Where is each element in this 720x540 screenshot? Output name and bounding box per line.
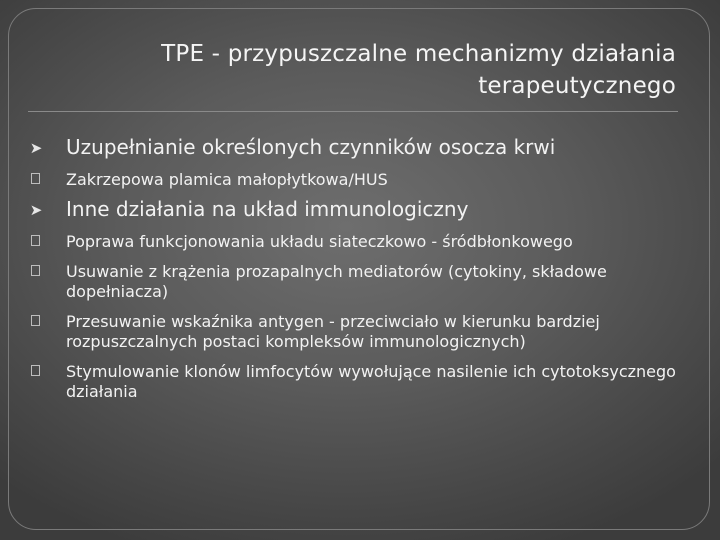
list-item-text: Inne działania na układ immunologiczny [66,197,469,221]
list-item-text: Przesuwanie wskaźnika antygen - przeciwciało w kierunku bardziej rozpuszczalnych postaci kompleksów immunologicznych) [66,312,600,351]
arrow-bullet-icon: ➤ [29,139,43,157]
slide-title-line2: terapeutycznego [478,73,676,99]
box-bullet-icon [31,265,40,276]
arrow-bullet-icon: ➤ [29,201,43,219]
list-item-text: Uzupełnianie określonych czynników osocza krwi [66,135,556,159]
slide-title-line1: TPE - przypuszczalne mechanizmy działania [161,41,676,67]
box-bullet-icon [31,365,40,376]
slide-title [76,38,676,102]
list-item [26,134,686,160]
list-item-text: Stymulowanie klonów limfocytów wywołujące nasilenie ich cytotoksycznego działania [66,362,676,401]
list-item [26,170,686,190]
list-item [26,262,686,302]
list-item [26,362,686,402]
list-item-text: Zakrzepowa plamica małopłytkowa/HUS [66,170,388,189]
list-item-text: Usuwanie z krążenia prozapalnych mediatorów (cytokiny, składowe dopełniacza) [66,262,607,301]
list-item [26,312,686,352]
list-item [26,232,686,252]
box-bullet-icon [31,315,40,326]
list-item [26,196,686,222]
title-divider [28,111,678,112]
box-bullet-icon [31,173,40,184]
list-item-text: Poprawa funkcjonowania układu siateczkowo - śródbłonkowego [66,232,573,251]
bullet-list [26,128,686,402]
box-bullet-icon [31,235,40,246]
